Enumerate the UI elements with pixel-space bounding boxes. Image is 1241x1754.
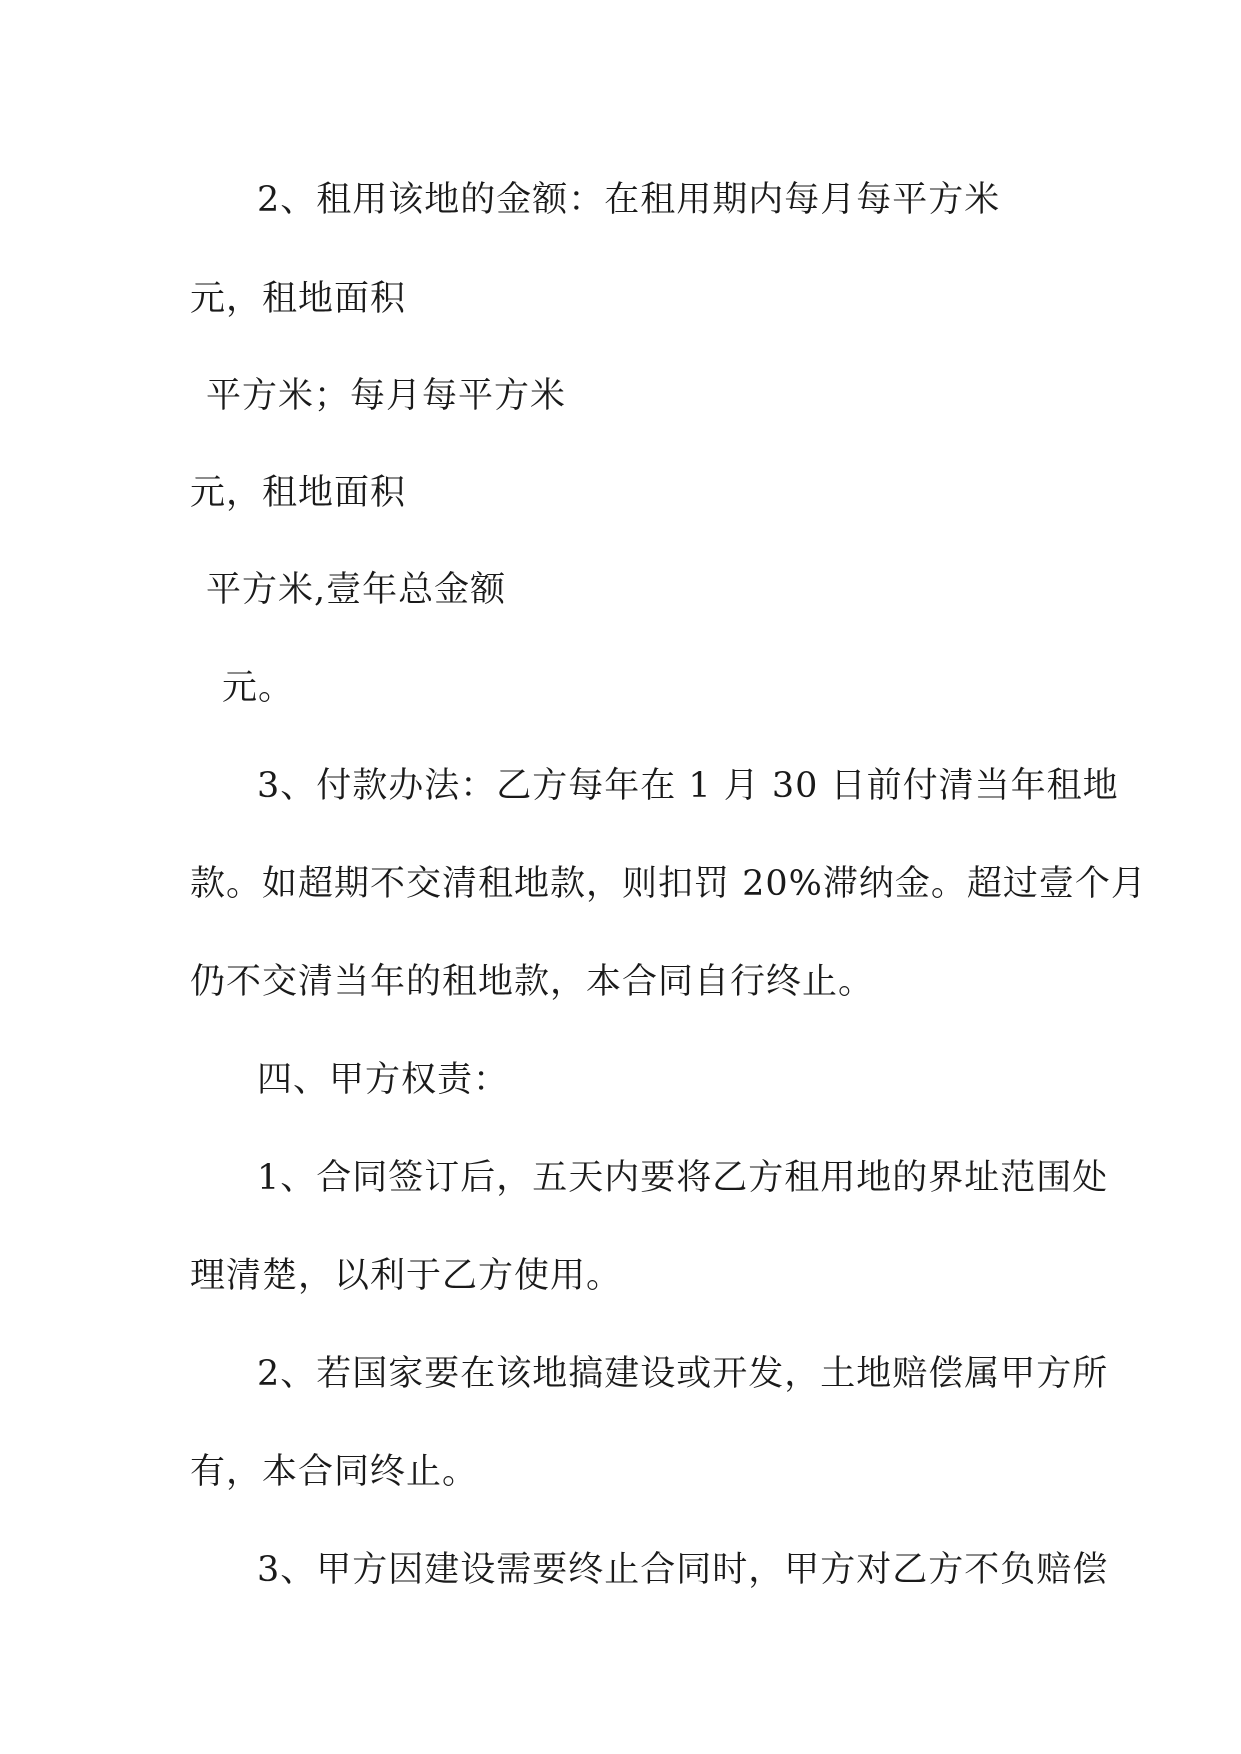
section-heading: 四、甲方权责： — [257, 1060, 510, 1100]
text-line: 3、付款办法：乙方每年在 1 月 30 日前付清当年租地 — [257, 766, 1119, 806]
text-line: 元。 — [222, 668, 295, 708]
text-line: 有，本合同终止。 — [190, 1452, 479, 1492]
text-line: 1、合同签订后，五天内要将乙方租用地的界址范围处 — [257, 1158, 1109, 1198]
text-line: 仍不交清当年的租地款，本合同自行终止。 — [190, 962, 875, 1002]
text-line: 2、若国家要在该地搞建设或开发，土地赔偿属甲方所 — [257, 1354, 1109, 1394]
text-line: 元，租地面积 — [190, 279, 407, 319]
text-line: 2、租用该地的金额：在租用期内每月每平方米 — [257, 180, 1001, 220]
text-line: 款。如超期不交清租地款，则扣罚 20%滞纳金。超过壹个月 — [190, 864, 1147, 904]
text-line: 平方米；每月每平方米 — [206, 376, 567, 416]
text-line: 理清楚，以利于乙方使用。 — [190, 1256, 623, 1296]
text-line: 平方米,壹年总金额 — [206, 570, 507, 610]
text-line: 元，租地面积 — [190, 473, 407, 513]
text-line: 3、甲方因建设需要终止合同时，甲方对乙方不负赔偿 — [257, 1550, 1109, 1590]
